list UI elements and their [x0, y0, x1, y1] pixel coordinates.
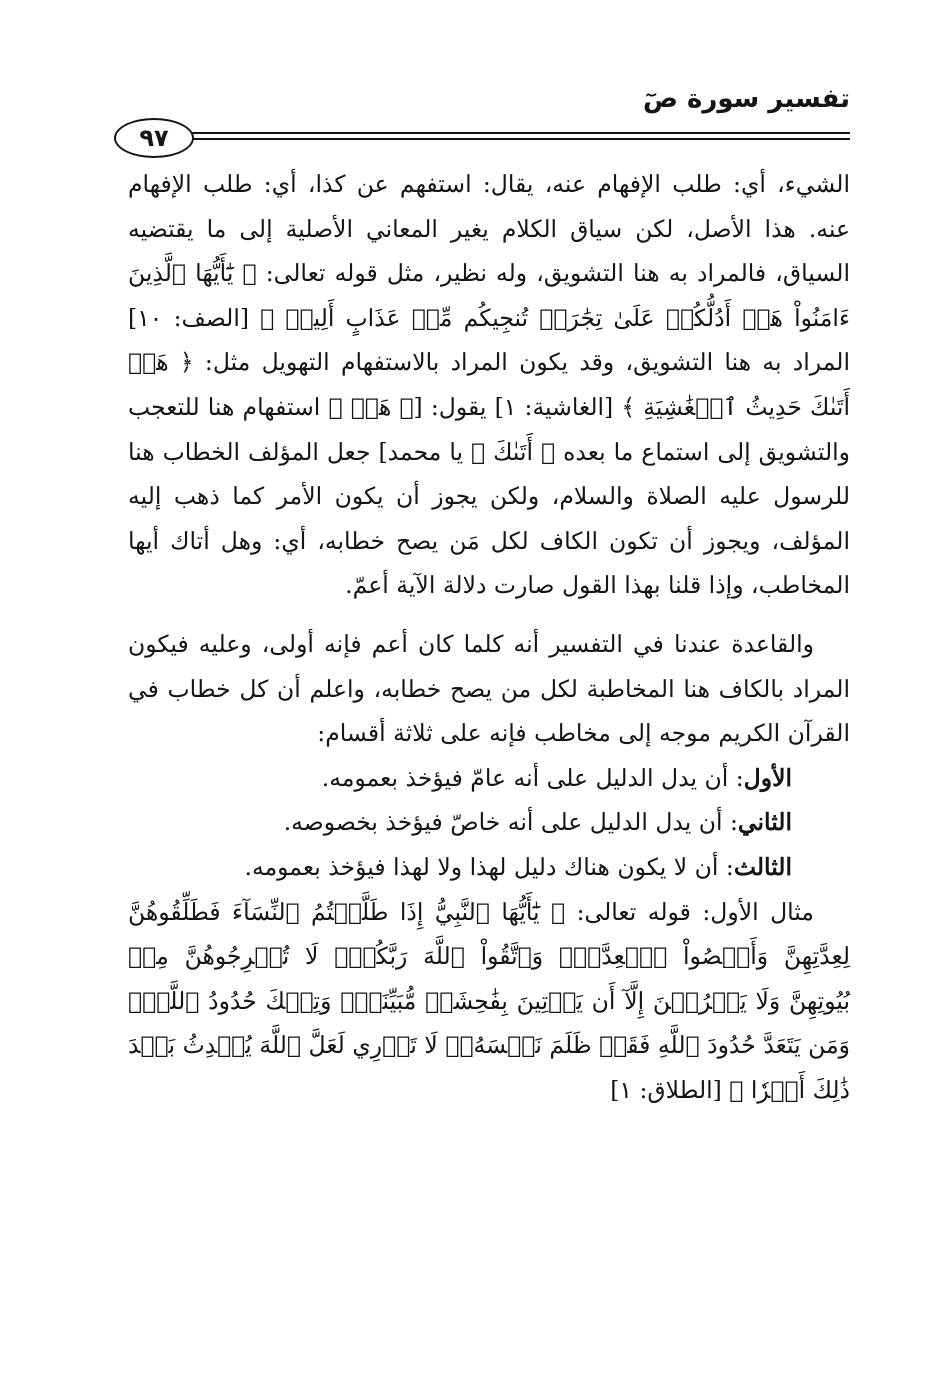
list-item	[128, 845, 850, 890]
page-body	[128, 162, 850, 1112]
page-header	[110, 76, 850, 156]
paragraph: الشيء، أي: طلب الإفهام عنه، يقال: استفهم عن كذا، أي: طلب الإفهام عنه. هذا الأصل، لكن سياق الكلام يغير المعاني الأصلية إلى ما يقتضيه السياق، فالمراد به هنا التشويق، وله نظير، مثل قوله تعالى: ﴿ يَٰٓأَيُّهَا ٱلَّذِينَ ءَامَنُواْ هَلۡ أَدُلُّكُمۡ عَلَىٰ تِجَٰرَةٖ تُنجِيكُم مِّنۡ عَذَابٍ أَلِيمٖ ﴾ [الصف: ١٠] المراد به هنا التشويق، وقد يكون المراد بالاستفهام التهويل مثل: ﴿ هَلۡ أَتَىٰكَ حَدِيثُ ٱلۡغَٰشِيَةِ ﴾ [الغاشية: ١] يقول: [﴿ هَلۡ ﴾ استفهام هنا للتعجب والتشويق إلى استماع ما بعده ﴿ أَتَىٰكَ ﴾ يا محمد] جعل المؤلف الخطاب هنا للرسول عليه الصلاة والسلام، ولكن يجوز أن يكون الأمر كما ذهب إليه المؤلف، ويجوز أن تكون الكاف لكل مَن يصح خطابه، أي: وهل أتاك أيها المخاطب، وإذا قلنا بهذا القول صارت دلالة الآية أعمّ.	[128, 170, 850, 600]
item-text: : أن يدل الدليل على أنه عامّ فيؤخذ بعمومه.	[321, 763, 744, 792]
header-rule	[192, 138, 850, 140]
item-text: : أن لا يكون هناك دليل لهذا ولا لهذا فيؤخذ بعمومه.	[244, 852, 734, 881]
running-title: تفسير سورة صٓ	[643, 84, 850, 114]
item-label: الثاني	[737, 808, 792, 837]
item-label: الثالث	[733, 852, 792, 881]
item-label: الأول	[743, 763, 792, 792]
item-text: : أن يدل الدليل على أنه خاصّ فيؤخذ بخصوصه.	[283, 808, 738, 837]
paragraph-gap	[128, 608, 850, 622]
list-item	[128, 800, 850, 845]
page-number: ٩٧	[114, 118, 194, 158]
list-item	[128, 756, 850, 801]
example-paragraph: مثال الأول: قوله تعالى: ﴿ يَٰٓأَيُّهَا ٱلنَّبِيُّ إِذَا طَلَّقۡتُمُ ٱلنِّسَآءَ فَطَلِّقُوهُنَّ لِعِدَّتِهِنَّ وَأَحۡصُواْ ٱلۡعِدَّةَۖ وَٱتَّقُواْ ٱللَّهَ رَبَّكُمۡۖ لَا تُخۡرِجُوهُنَّ مِنۢ بُيُوتِهِنَّ وَلَا يَخۡرُجۡنَ إِلَّآ أَن يَأۡتِينَ بِفَٰحِشَةٖ مُّبَيِّنَةٖۚ وَتِلۡكَ حُدُودُ ٱللَّهِۚ وَمَن يَتَعَدَّ حُدُودَ ٱللَّهِ فَقَدۡ ظَلَمَ نَفۡسَهُۥۚ لَا تَدۡرِي لَعَلَّ ٱللَّهَ يُحۡدِثُ بَعۡدَ ذَٰلِكَ أَمۡرٗا ﴾ [الطلاق: ١]	[128, 897, 850, 1104]
header-rule	[192, 132, 850, 134]
paragraph: والقاعدة عندنا في التفسير أنه كلما كان أعم فإنه أولى، وعليه فيكون المراد بالكاف هنا المخاطبة لكل من يصح خطابه، واعلم أن كل خطاب في القرآن الكريم موجه إلى مخاطب فإنه على ثلاثة أقسام:	[128, 629, 850, 748]
